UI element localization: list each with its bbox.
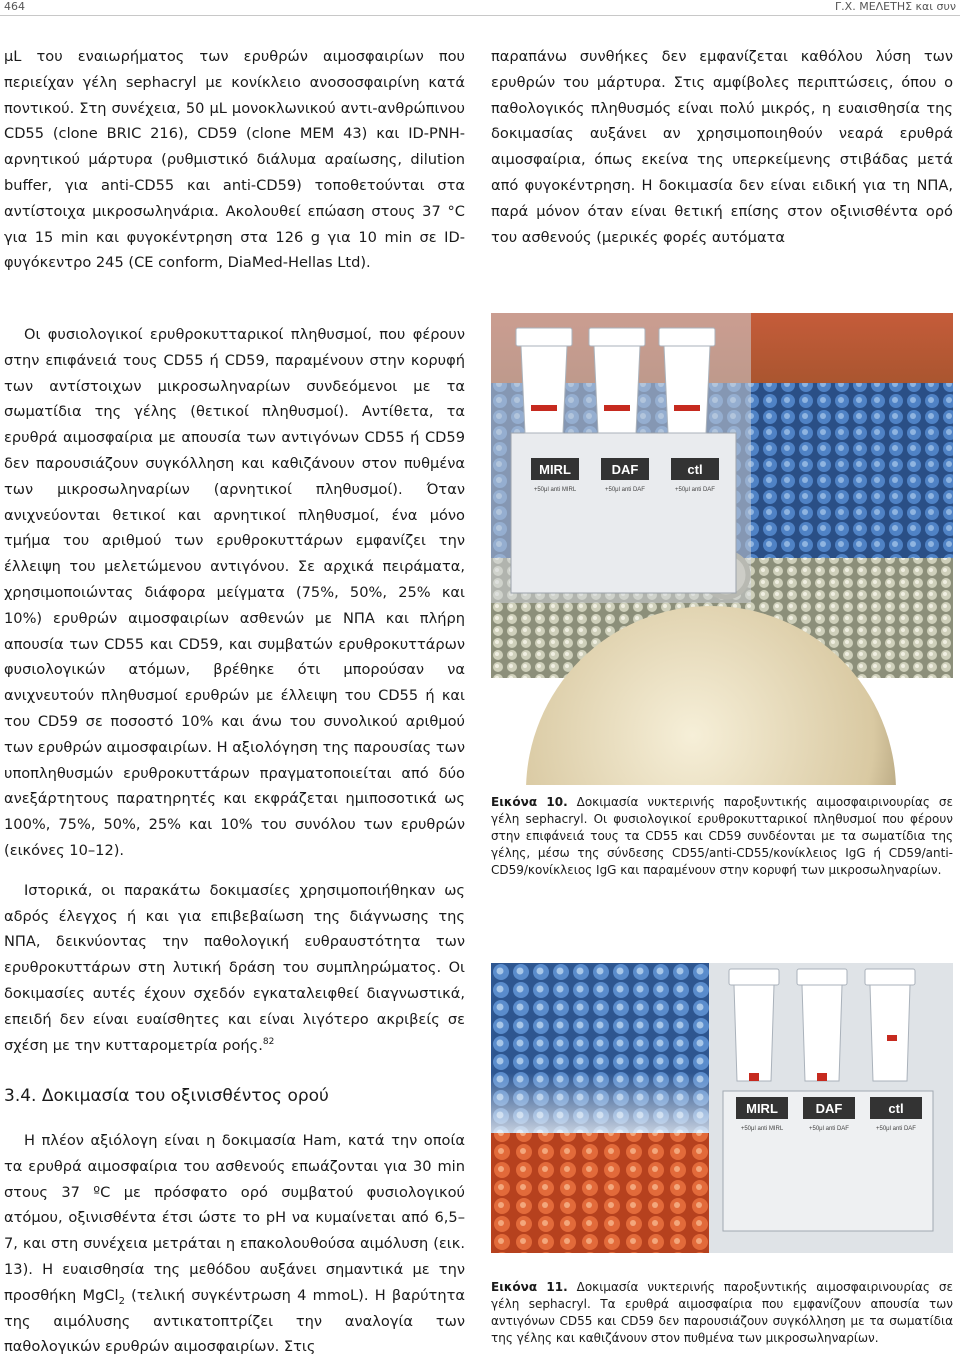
tube-label-3: ctl (687, 462, 703, 477)
left-column-top (4, 44, 465, 276)
figure-11-caption: Εικόνα 11. Δοκιμασία νυκτερινής παροξυντικής αιμοσφαιρινουρίας σε γέλη sephacryl. Τα ερυθρά αιμοσφαίρια που εμφανίζουν απουσία των αντιγόνων CD55 και CD59 δεν παρουσιάζουν συγκόλληση με τα σωματίδια της γέλης και καθιζάνουν στον πυθμένα των μικροσωληναρίων. (491, 1280, 953, 1345)
caption-label: Εικόνα 11. (491, 1280, 568, 1294)
figure-10-illustration (491, 313, 953, 785)
paragraph: Η πλέον αξιόλογη είναι η δοκιμασία Ham, κατά την οποία τα ερυθρά αιμοσφαίρια του ασθενούς επωάζονται για 30 min στους 37 ºC με πρόσφατο ορό συμβατού φυσιολογικού ατόμου, οξινισθέντα έτσι ώστε το pH να κυμαίνεται από 6,5–7, και στη συνέχεια μετράται η επακολουθούσα αιμόλυση (εικ. 13). Η ευαισθησία της μεθόδου αυξάνει σημαντικά με την προσθήκη MgCl$_2$ (τελική συγκέντρωση 4 mmoL). Η βαρύτητα της αιμόλυσης αντικατοπτρίζει την αναλογία των παθολογικών ερυθρών αιμοσφαιρίων. Στις (4, 1132, 465, 1356)
figure-11-photo (491, 963, 953, 1253)
figure-10-photo (491, 313, 953, 785)
tube-small-label-1: +50μl anti MIRL (740, 1126, 784, 1132)
tube-label-1: MIRL (539, 462, 571, 477)
page-number: 464 (4, 0, 25, 13)
tube-label-1: MIRL (746, 1101, 778, 1116)
figure-11-illustration (491, 963, 953, 1253)
paragraph: παραπάνω συνθήκες δεν εμφανίζεται καθόλου λύση των ερυθρών του μάρτυρα. Στις αμφίβολες περιπτώσεις, όπου ο παθολογικός πληθυσμός είναι πολύ μικρός, η ευαισθησία της δοκιμασίας αυξάνει αν χρησιμοποιηθούν νεαρά ερυθρά αιμοσφαίρια, όπως εκείνα της υπερκείμενης στιβάδας μετά από φυγοκέντρηση. Η δοκιμασία δεν είναι ειδική για τη ΝΠΑ, παρά μόνον όταν είναι θετική επίσης στον οξινισθέντα ορό του ασθενούς (μερικές φορές αυτόματα (491, 48, 953, 246)
tube-small-label-2: +50μl anti DAF (605, 487, 645, 493)
paragraph: Οι φυσιολογικοί ερυθροκυτταρικοί πληθυσμοί, που φέρουν στην επιφάνειά τους CD55 ή CD59, παραμένουν στην κορυφή των αντίστοιχων μικροσωληναρίων συνδεόμενοι με τα σωματίδια της γέλης (θετικοί πληθυσμοί). Αντίθετα, τα ερυθρά αιμοσφαίρια με απουσία των αντιγόνων CD55 ή CD59 δεν παρουσιάζουν συγκόλληση και καθιζάνουν στον πυθμένα των μικροσωληναρίων (αρνητικοί πληθυσμοί). Όταν ανιχνεύονται θετικοί και αρνητικοί πληθυσμοί, ένα μόνο τμήμα του αριθμού των ερυθροκυττάρων εμφανίζει την έλλειψη του μελετώμενου αντιγόνου. Σε αρχικά πειράματα, χρησιμοποιώντας διάφορα μείγματα (75%, 50%, 25% και 10%) ερυθρών αιμοσφαιρίων ασθενών με ΝΠΑ και πλήρη απουσία των CD55 και CD59, και συμβατών ερυθροκυττάρων φυσιολογικών ατόμων, βρέθηκε ότι μπορούσαν να ανιχνευτούν πληθυσμοί ερυθρών με έλλειψη του CD55 ή και του CD59 σε ποσοστό 10% και άνω του συνολικού αριθμού των ερυθρών αιμοσφαιρίων. Η αξιολόγηση της παρουσίας των υποπληθυσμών ερυθροκυττάρων πραγματοποιείται από δύο ανεξάρτητους παρατηρητές και εκφράζεται ημιποσοτικά ως 100%, 75%, 50%, 25% και 10% του συνόλου των ερυθρών (εικόνες 10–12). (4, 326, 465, 859)
tube-label-2: DAF (611, 462, 639, 477)
tube-label-3: ctl (888, 1101, 904, 1116)
running-title: Γ.Χ. ΜΕΛΕΤΗΣ και συν (835, 0, 956, 13)
caption-label: Εικόνα 10. (491, 795, 568, 809)
right-column-top (491, 44, 953, 250)
tube-small-label-3: +50μl anti DAF (876, 1126, 916, 1132)
tube-small-label-2: +50μl anti DAF (809, 1126, 849, 1132)
section-heading: 3.4. Δοκιμασία του οξινισθέντος ορού (4, 1086, 329, 1106)
reference-superscript: 82 (262, 1036, 275, 1047)
left-column-bottom (4, 1128, 465, 1360)
paragraph: Ιστορικά, οι παρακάτω δοκιμασίες χρησιμοποιήθηκαν ως αδρός έλεγχος ή και για επιβεβαίωση της διάγνωσης της ΝΠΑ, δεικνύοντας την παθολογική ευθραυστότητα των ερυθροκυττάρων στη λυτική δράση του συμπληρώματος. Οι δοκιμασίες αυτές έχουν σχεδόν εγκαταλειφθεί διαγνωστικά, επειδή δεν είναι ευαίσθητες και είναι λιγότερο ακριβείς σε σχέση με την κυτταρομετρία ροής.$^{82}$ (4, 881, 465, 1054)
tube-small-label-1: +50μl anti MIRL (533, 487, 577, 493)
figure-10-caption: Εικόνα 10. Δοκιμασία νυκτερινής παροξυντικής αιμοσφαιρινουρίας σε γέλη sephacryl. Οι φυσιολογικοί ερυθροκυτταρικοί πληθυσμοί που φέρουν στην επιφάνειά τους τα CD55 και CD59 συνδέονται με τα σωματίδια της γέλης, μέσω της σύνδεσης CD55/anti-CD55/κονίκλειος IgG ή CD59/anti-CD59/κονίκλειος IgG και παραμένουν στην κορυφή των μικροσωληναρίων. (491, 795, 953, 877)
tube-label-2: DAF (815, 1101, 843, 1116)
header-rule (0, 15, 960, 16)
tube-small-label-3: +50μl anti DAF (675, 487, 715, 493)
paragraph: μL του εναιωρήματος των ερυθρών αιμοσφαιρίων που περιείχαν γέλη sephacryl με κονίκλειο ανοσοσφαιρίνη κατά ποντικού. Στη συνέχεια, 50 μL μονοκλωνικού αντι-ανθρώπινου CD55 (clone BRIC 216), CD59 (clone MEM 43) και ID-PNH-αρνητικού μάρτυρα (ρυθμιστικό διάλυμα αραίωσης, dilution buffer, για anti-CD55 και anti-CD59) τοποθετούνται στα αντίστοιχα μικροσωληνάρια. Ακολουθεί επώαση στους 37 °C για 15 min και φυγοκέντρηση στα 126 g για 10 min σε ID-φυγόκεντρο 245 (CE conform, DiaMed-Hellas Ltd). (4, 48, 465, 272)
left-column-middle (4, 322, 465, 1058)
